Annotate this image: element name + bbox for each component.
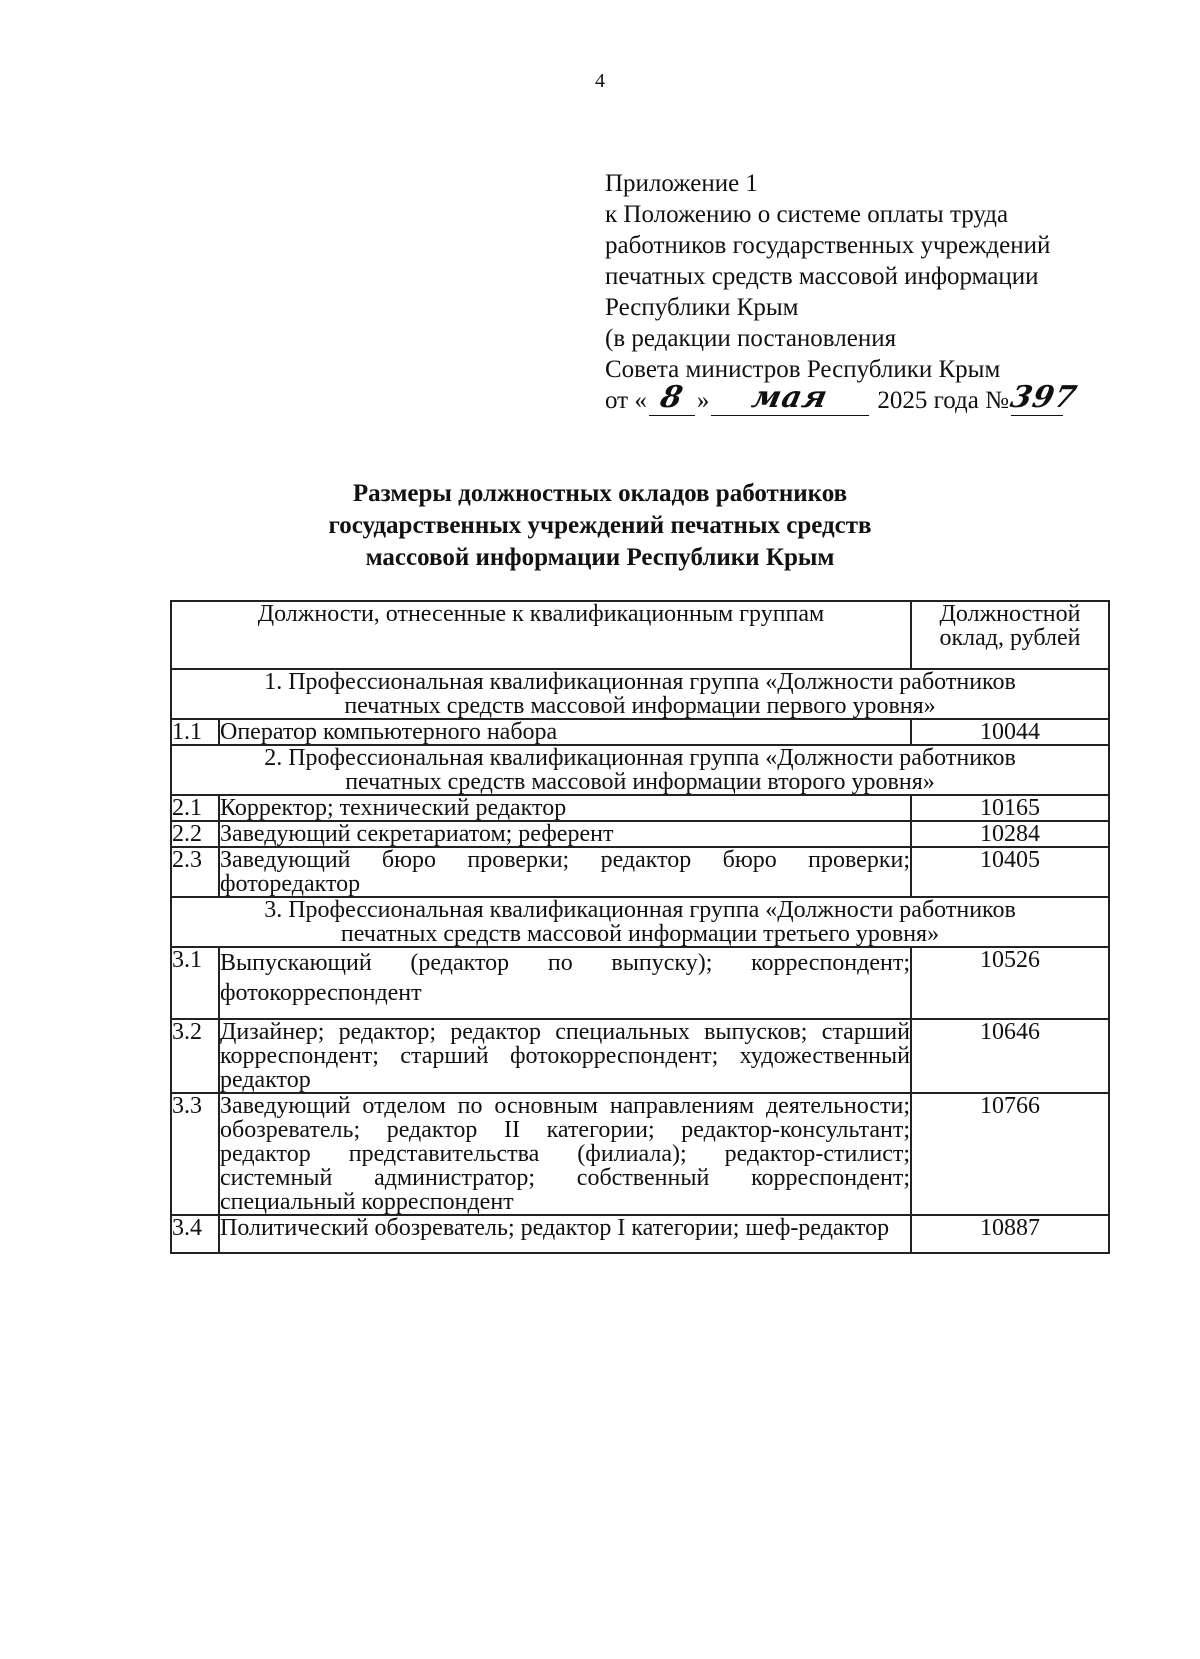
title-line: массовой информации Республики Крым <box>365 544 835 571</box>
table-row <box>171 1215 1109 1253</box>
row-number: 3.3 <box>171 1093 219 1215</box>
row-position: Заведующий бюро проверки; редактор бюро проверки; фоторедактор <box>220 847 910 897</box>
date-prefix: от « <box>605 387 647 414</box>
group-row <box>171 669 1109 719</box>
group-line: печатных средств массовой информации первого уровня» <box>344 693 936 719</box>
handwritten-day: 8 <box>657 380 687 415</box>
row-number: 3.1 <box>171 947 219 1019</box>
row-salary: 10766 <box>911 1093 1109 1215</box>
row-number: 2.3 <box>171 847 219 897</box>
month-blank <box>711 380 869 416</box>
group-line: 3. Профессиональная квалификационная группа «Должности работников <box>264 897 1016 923</box>
group-line: печатных средств массовой информации второго уровня» <box>345 769 935 795</box>
appendix-line: (в редакции постановления <box>605 325 897 352</box>
group-row <box>171 897 1109 947</box>
header-salary-line: оклад, рублей <box>939 625 1081 651</box>
table-row <box>171 821 1109 847</box>
row-number: 1.1 <box>171 719 219 745</box>
appendix-line: Приложение 1 <box>605 170 758 197</box>
group-row <box>171 745 1109 795</box>
appendix-line: Республики Крым <box>605 294 799 321</box>
group-title-3 <box>171 897 1109 947</box>
row-position: Выпускающий (редактор по выпуску); корреспондент; фотокорреспондент <box>219 947 911 1019</box>
date-year-text: 2025 года № <box>877 387 1009 414</box>
row-salary: 10044 <box>911 719 1109 745</box>
appendix-block <box>605 168 1125 416</box>
table-row <box>171 1093 1109 1215</box>
row-salary: 10526 <box>911 947 1109 1019</box>
group-line: 1. Профессиональная квалификационная группа «Должности работников <box>264 669 1016 695</box>
handwritten-number: 397 <box>1007 380 1081 415</box>
row-position: Заведующий секретариатом; референт <box>219 821 911 847</box>
day-blank <box>649 380 695 416</box>
table-row <box>171 795 1109 821</box>
document-title <box>170 478 1030 574</box>
appendix-line: к Положению о системе оплаты труда <box>605 201 1009 228</box>
header-salary-line: Должностной <box>939 601 1081 627</box>
row-position: Корректор; технический редактор <box>219 795 911 821</box>
row-salary: 10887 <box>911 1215 1109 1253</box>
appendix-line: работников государственных учреждений <box>605 232 1051 259</box>
group-title-2 <box>171 745 1109 795</box>
table-row <box>171 947 1109 1019</box>
table-row <box>171 719 1109 745</box>
row-position: Заведующий отделом по основным направлениям деятельности; обозреватель; редактор II категории; редактор-консультант; редактор представительства (филиала); редактор-стилист; системный администратор; собственный корреспондент; специальный корреспондент <box>220 1093 910 1215</box>
header-salary <box>911 601 1109 669</box>
date-quote-close: » <box>696 387 710 414</box>
row-position: Дизайнер; редактор; редактор специальных выпусков; старший корреспондент; старший фотокорреспондент; художественный редактор <box>220 1019 910 1093</box>
page-number: 4 <box>595 70 605 92</box>
decree-date-line <box>605 380 1125 416</box>
row-number: 3.4 <box>171 1215 219 1253</box>
row-salary: 10646 <box>911 1019 1109 1093</box>
title-line: Размеры должностных окладов работников <box>352 480 848 507</box>
row-number: 3.2 <box>171 1019 219 1093</box>
row-number: 2.2 <box>171 821 219 847</box>
table-row <box>171 847 1109 897</box>
row-number: 2.1 <box>171 795 219 821</box>
row-salary: 10284 <box>911 821 1109 847</box>
row-position: Оператор компьютерного набора <box>219 719 911 745</box>
appendix-line: печатных средств массовой информации <box>605 263 1039 290</box>
appendix-line: Совета министров Республики Крым <box>605 356 1001 383</box>
row-salary: 10405 <box>911 847 1109 897</box>
handwritten-month: мая <box>749 380 832 415</box>
number-blank <box>1007 380 1081 416</box>
salary-table <box>170 600 1110 1254</box>
table-row <box>171 1019 1109 1093</box>
group-line: 2. Профессиональная квалификационная группа «Должности работников <box>264 745 1016 771</box>
header-positions: Должности, отнесенные к квалификационным группам <box>171 601 911 669</box>
row-salary: 10165 <box>911 795 1109 821</box>
row-position: Политический обозреватель; редактор I категории; шеф-редактор <box>219 1215 911 1253</box>
group-line: печатных средств массовой информации третьего уровня» <box>340 921 940 947</box>
group-title-1 <box>171 669 1109 719</box>
title-line: государственных учреждений печатных средств <box>328 512 872 539</box>
table-header-row <box>171 601 1109 669</box>
